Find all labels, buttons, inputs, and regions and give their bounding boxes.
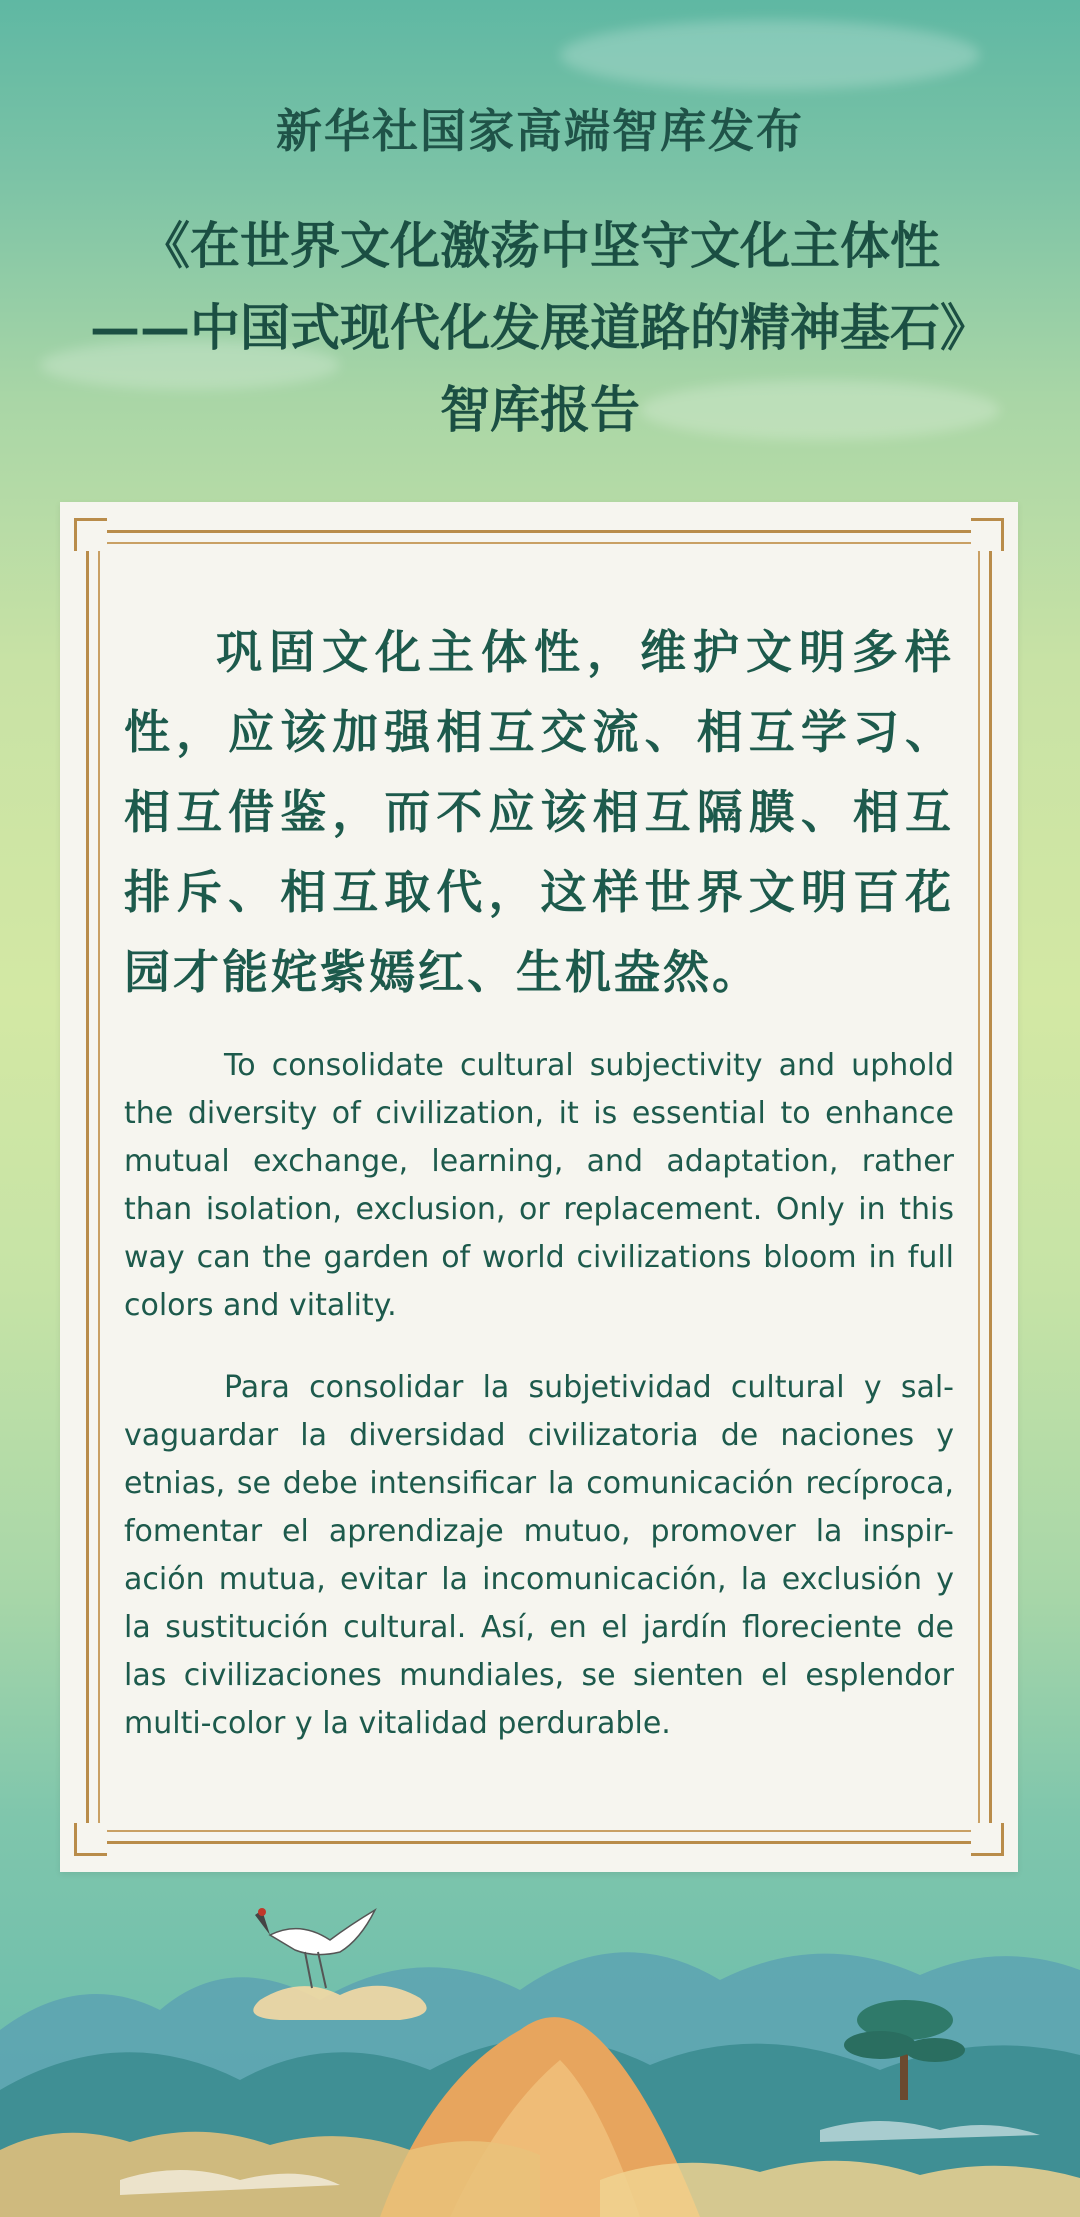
- frame-corner-ornament: [971, 1823, 1004, 1856]
- publisher-heading: 新华社国家高端智库发布: [276, 104, 804, 158]
- quote-card: [60, 502, 1018, 1872]
- frame-corner-ornament: [971, 518, 1004, 551]
- report-title-line-1: 《在世界文化激荡中坚守文化主体性: [140, 216, 940, 275]
- cloud-decoration: [560, 20, 980, 90]
- report-title: [30, 205, 1050, 451]
- frame-corner-ornament: [74, 518, 107, 551]
- chinese-quote: 巩固文化主体性，维护文明多样性，应该加强相互交流、相互学习、相互借鉴，而不应该相互隔膜、相互排斥、相互取代，这样世界文明百花园才能姹紫嫣红、生机盎然。: [124, 625, 954, 999]
- crane-icon: [255, 1908, 375, 1988]
- mountain-landscape-icon: [0, 1880, 1080, 2217]
- english-quote: To consolidate cultural subjectivity and uphold the diversity of civilization, it is essential to enhance mutual exchange, learning, and adaptation, rather than isolation, exclusion, or replacement. Only in this way can the garden of world civilizations bloom in full colors and vitality.: [124, 1048, 954, 1323]
- report-title-line-3: 智库报告: [440, 380, 640, 439]
- spanish-quote: Para consolidar la subjetividad cultural y sal-vaguardar la diversidad civilizatoria de naciones y etnias, se debe intensificar la comunicación recíproca, fomentar el aprendizaje mutuo, promover la inspir-ación mutua, evitar la incomunicación, la exclusión y la sustitución cultural. Así, en el jardín floreciente de las civilizaciones mundiales, se sienten el esplendor multi-color y la vitalidad perdurable.: [124, 1370, 954, 1741]
- report-title-line-2: ——中国式现代化发展道路的精神基石》: [90, 298, 990, 357]
- frame-corner-ornament: [74, 1823, 107, 1856]
